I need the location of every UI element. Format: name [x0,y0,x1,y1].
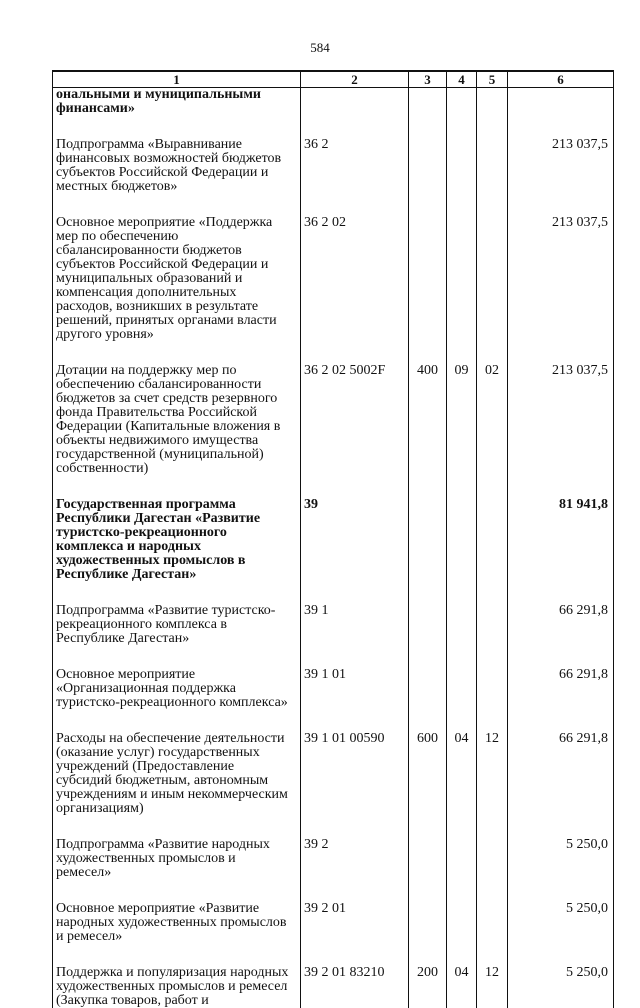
column-header-row [53,71,614,88]
column-header: 5 [477,71,508,88]
table-cell-amount: 66 291,8 [508,604,614,668]
table-cell-amount: 213 037,5 [508,138,614,216]
table-row [53,138,614,216]
table-cell-amount: 5 250,0 [508,902,614,966]
table-cell-c5: 02 [477,364,508,498]
column-header: 1 [53,71,301,88]
table-cell-c3 [409,668,447,732]
table-cell-name: Основное мероприятие «Развитие народных художественных промыслов и ремесел» [53,902,301,966]
table-cell-name: Подпрограмма «Развитие туристско-рекреационного комплекса в Республике Дагестан» [53,604,301,668]
table-row [53,732,614,838]
table-cell-name: Государственная программа Республики Дагестан «Развитие туристско-рекреационного комплекса и народных художественных промыслов в Республике Дагестан» [53,498,301,604]
table-cell-amount: 81 941,8 [508,498,614,604]
table-cell-code: 36 2 02 5002F [301,364,409,498]
table-cell-code: 39 [301,498,409,604]
table-cell-code: 39 2 01 [301,902,409,966]
table-cell-c4 [447,902,477,966]
table-row [53,498,614,604]
table-cell-amount: 5 250,0 [508,838,614,902]
table-cell-c5 [477,604,508,668]
table-cell-c4 [447,138,477,216]
budget-table [52,70,614,1008]
table-row [53,604,614,668]
table-cell-name: ональными и муниципальными финансами» [53,88,301,139]
table-cell-amount: 213 037,5 [508,216,614,364]
table-cell-c4 [447,88,477,139]
table-cell-code: 39 1 [301,604,409,668]
table-cell-c5 [477,838,508,902]
column-header: 4 [447,71,477,88]
table-row [53,838,614,902]
table-cell-code: 39 2 01 83210 [301,966,409,1008]
table-cell-name: Основное мероприятие «Поддержка мер по обеспечению сбалансированности бюджетов субъектов Российской Федерации и муниципальных образований и компенсация дополнительных расходов, возникших в результате решений, принятых органами власти другого уровня» [53,216,301,364]
table-cell-code: 36 2 [301,138,409,216]
table-cell-code: 39 2 [301,838,409,902]
table-cell-name: Подпрограмма «Развитие народных художественных промыслов и ремесел» [53,838,301,902]
table-cell-c3 [409,838,447,902]
table-cell-c4 [447,668,477,732]
page-number: 584 [310,40,330,55]
table-cell-c3 [409,498,447,604]
table-cell-code [301,88,409,139]
table-cell-amount [508,88,614,139]
table-row [53,902,614,966]
table-cell-c4 [447,498,477,604]
table-row [53,88,614,139]
table-cell-c3 [409,88,447,139]
table-cell-code: 39 1 01 00590 [301,732,409,838]
table-cell-amount: 66 291,8 [508,668,614,732]
table-cell-name: Расходы на обеспечение деятельности (оказание услуг) государственных учреждений (Предоставление субсидий бюджетным, автономным учреждениям и иным некоммерческим организациям) [53,732,301,838]
table-cell-c5 [477,138,508,216]
table-cell-c3: 200 [409,966,447,1008]
table-cell-c4 [447,838,477,902]
table-row [53,668,614,732]
table-cell-c5 [477,668,508,732]
table-cell-c3 [409,604,447,668]
table-row [53,966,614,1008]
table-cell-c4: 04 [447,966,477,1008]
column-header: 6 [508,71,614,88]
table-cell-amount: 66 291,8 [508,732,614,838]
table-cell-c5 [477,498,508,604]
table-cell-c4: 04 [447,732,477,838]
table-cell-c4: 09 [447,364,477,498]
table-cell-c3: 400 [409,364,447,498]
table-cell-name: Подпрограмма «Выравнивание финансовых возможностей бюджетов субъектов Российской Федерации и местных бюджетов» [53,138,301,216]
table-row [53,364,614,498]
table-cell-c5 [477,216,508,364]
table-cell-c5: 12 [477,966,508,1008]
table-cell-c4 [447,604,477,668]
table-cell-c3 [409,902,447,966]
table-cell-c3 [409,216,447,364]
table-cell-code: 36 2 02 [301,216,409,364]
table-row [53,216,614,364]
table-cell-name: Основное мероприятие «Организационная поддержка туристско-рекреационного комплекса» [53,668,301,732]
table-cell-c5 [477,902,508,966]
table-cell-c5: 12 [477,732,508,838]
table-cell-c4 [447,216,477,364]
table-cell-amount: 5 250,0 [508,966,614,1008]
column-header: 2 [301,71,409,88]
column-header: 3 [409,71,447,88]
table-cell-c3 [409,138,447,216]
table-cell-code: 39 1 01 [301,668,409,732]
table-cell-name: Поддержка и популяризация народных художественных промыслов и ремесел (Закупка товаров, работ и [53,966,301,1008]
table-cell-c5 [477,88,508,139]
table-cell-name: Дотации на поддержку мер по обеспечению сбалансированности бюджетов за счет средств резервного фонда Правительства Российской Федерации (Капитальные вложения в объекты недвижимого имущества государственной (муниципальной) собственности) [53,364,301,498]
table-cell-amount: 213 037,5 [508,364,614,498]
table-cell-c3: 600 [409,732,447,838]
